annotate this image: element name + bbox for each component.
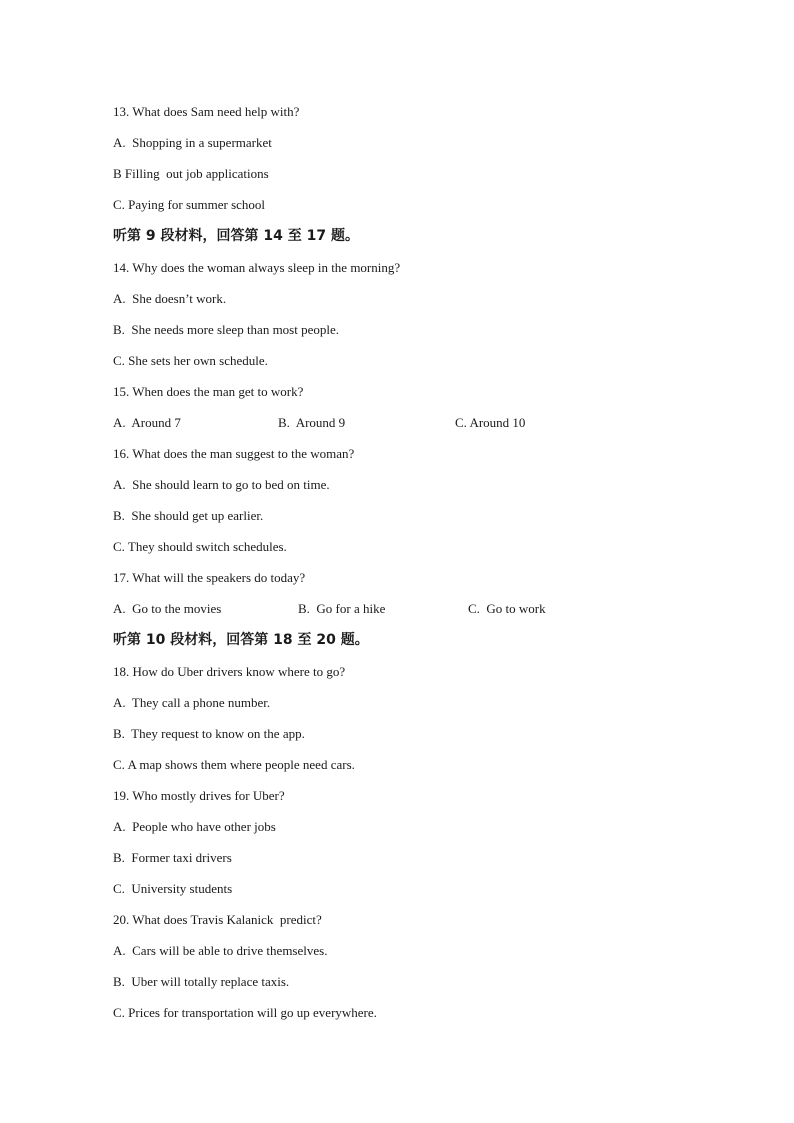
question-19: 19. Who mostly drives for Uber? [113,788,285,803]
option-20-a: A. Cars will be able to drive themselves. [113,943,328,958]
question-18: 18. How do Uber drivers know where to go? [113,664,346,679]
option-17-c: C. Go to work [468,601,546,616]
option-15-a: A. Around 7 [113,415,181,430]
option-14-c: C. She sets her own schedule. [113,353,268,368]
option-15-c: C. Around 10 [455,415,526,430]
question-15: 15. When does the man get to work? [113,384,304,399]
options-row-17 [113,598,713,629]
question-13: 13. What does Sam need help with? [113,104,300,119]
option-19-a: A. People who have other jobs [113,819,276,834]
option-19-b: B. Former taxi drivers [113,850,232,865]
question-17: 17. What will the speakers do today? [113,570,306,585]
option-15-b: B. Around 9 [278,415,346,430]
option-18-b: B. They request to know on the app. [113,726,305,741]
question-16: 16. What does the man suggest to the woman? [113,446,355,461]
option-20-c: C. Prices for transportation will go up everywhere. [113,1005,377,1020]
option-18-c: C. A map shows them where people need cars. [113,757,355,772]
option-16-b: B. She should get up earlier. [113,508,264,523]
option-14-b: B. She needs more sleep than most people. [113,322,340,337]
option-13-a: A. Shopping in a supermarket [113,135,272,150]
option-13-b: B Filling out job applications [113,166,269,181]
option-20-b: B. Uber will totally replace taxis. [113,974,290,989]
question-14: 14. Why does the woman always sleep in the morning? [113,260,401,275]
question-20: 20. What does Travis Kalanick predict? [113,912,322,927]
document-page [113,101,713,1033]
option-16-c: C. They should switch schedules. [113,539,287,554]
option-17-a: A. Go to the movies [113,601,222,616]
option-17-b: B. Go for a hike [298,601,386,616]
option-13-c: C. Paying for summer school [113,197,266,212]
section-heading-9: 听第 9 段材料，回答第 14 至 17 题。 [113,228,359,244]
options-row-15 [113,412,713,443]
section-heading-10: 听第 10 段材料，回答第 18 至 20 题。 [113,632,369,648]
option-18-a: A. They call a phone number. [113,695,271,710]
option-16-a: A. She should learn to go to bed on time. [113,477,330,492]
option-19-c: C. University students [113,881,233,896]
option-14-a: A. She doesn’t work. [113,291,227,306]
